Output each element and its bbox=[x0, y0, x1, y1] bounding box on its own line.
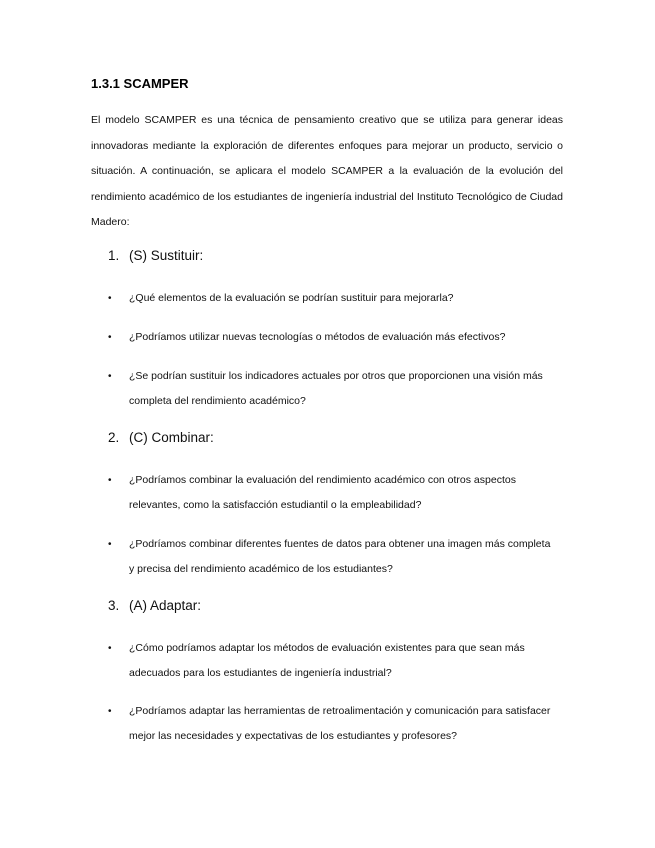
list-item bbox=[108, 636, 558, 686]
bullet-icon: • bbox=[108, 332, 112, 343]
section-number: 3. bbox=[108, 598, 120, 613]
list-item-text: ¿Se podrían sustituir los indicadores actuales por otros que proporcionen una visión más completa del rendimiento académico? bbox=[129, 370, 543, 407]
bullet-icon: • bbox=[108, 293, 112, 304]
list-item-text: ¿Qué elementos de la evaluación se podrían sustituir para mejorarla? bbox=[129, 292, 454, 304]
section-title-combinar bbox=[108, 430, 214, 445]
list-item-text: ¿Podríamos combinar diferentes fuentes de datos para obtener una imagen más completa y precisa del rendimiento académico de los estudiantes? bbox=[129, 538, 551, 575]
bullet-icon: • bbox=[108, 539, 112, 550]
section-number: 1. bbox=[108, 248, 120, 263]
section-title-text: (C) Combinar: bbox=[129, 430, 214, 445]
section-title-adaptar bbox=[108, 598, 201, 613]
bullet-icon: • bbox=[108, 706, 112, 717]
list-item bbox=[108, 468, 558, 518]
list-item-text: ¿Cómo podríamos adaptar los métodos de evaluación existentes para que sean más adecuados para los estudiantes de ingeniería industrial? bbox=[129, 642, 525, 679]
section-title-sustituir bbox=[108, 248, 203, 263]
bullet-icon: • bbox=[108, 371, 112, 382]
list-item bbox=[108, 699, 558, 749]
bullet-icon: • bbox=[108, 475, 112, 486]
list-item bbox=[108, 364, 558, 414]
list-item-text: ¿Podríamos combinar la evaluación del rendimiento académico con otros aspectos relevantes, como la satisfacción estudiantil o la empleabilidad? bbox=[129, 474, 516, 511]
section-heading: 1.3.1 SCAMPER bbox=[91, 76, 189, 91]
section-number: 2. bbox=[108, 430, 120, 445]
section-title-text: (A) Adaptar: bbox=[129, 598, 202, 613]
intro-paragraph: El modelo SCAMPER es una técnica de pensamiento creativo que se utiliza para generar ideas innovadoras mediante la exploración de diferentes enfoques para mejorar un producto, servicio o situación. A continuación, se aplicara el modelo SCAMPER a la evaluación de la evolución del rendimiento académico de los estudiantes de ingeniería industrial del Instituto Tecnológico de Ciudad Madero: bbox=[91, 114, 563, 228]
list-item-text: ¿Podríamos adaptar las herramientas de retroalimentación y comunicación para satisfacer mejor las necesidades y expectativas de los estudiantes y profesores? bbox=[129, 705, 551, 742]
list-item bbox=[108, 286, 558, 311]
section-title-text: (S) Sustituir: bbox=[129, 248, 204, 263]
list-item bbox=[108, 532, 558, 582]
bullet-icon: • bbox=[108, 643, 112, 654]
list-item bbox=[108, 325, 558, 350]
list-item-text: ¿Podríamos utilizar nuevas tecnologías o métodos de evaluación más efectivos? bbox=[129, 331, 506, 343]
